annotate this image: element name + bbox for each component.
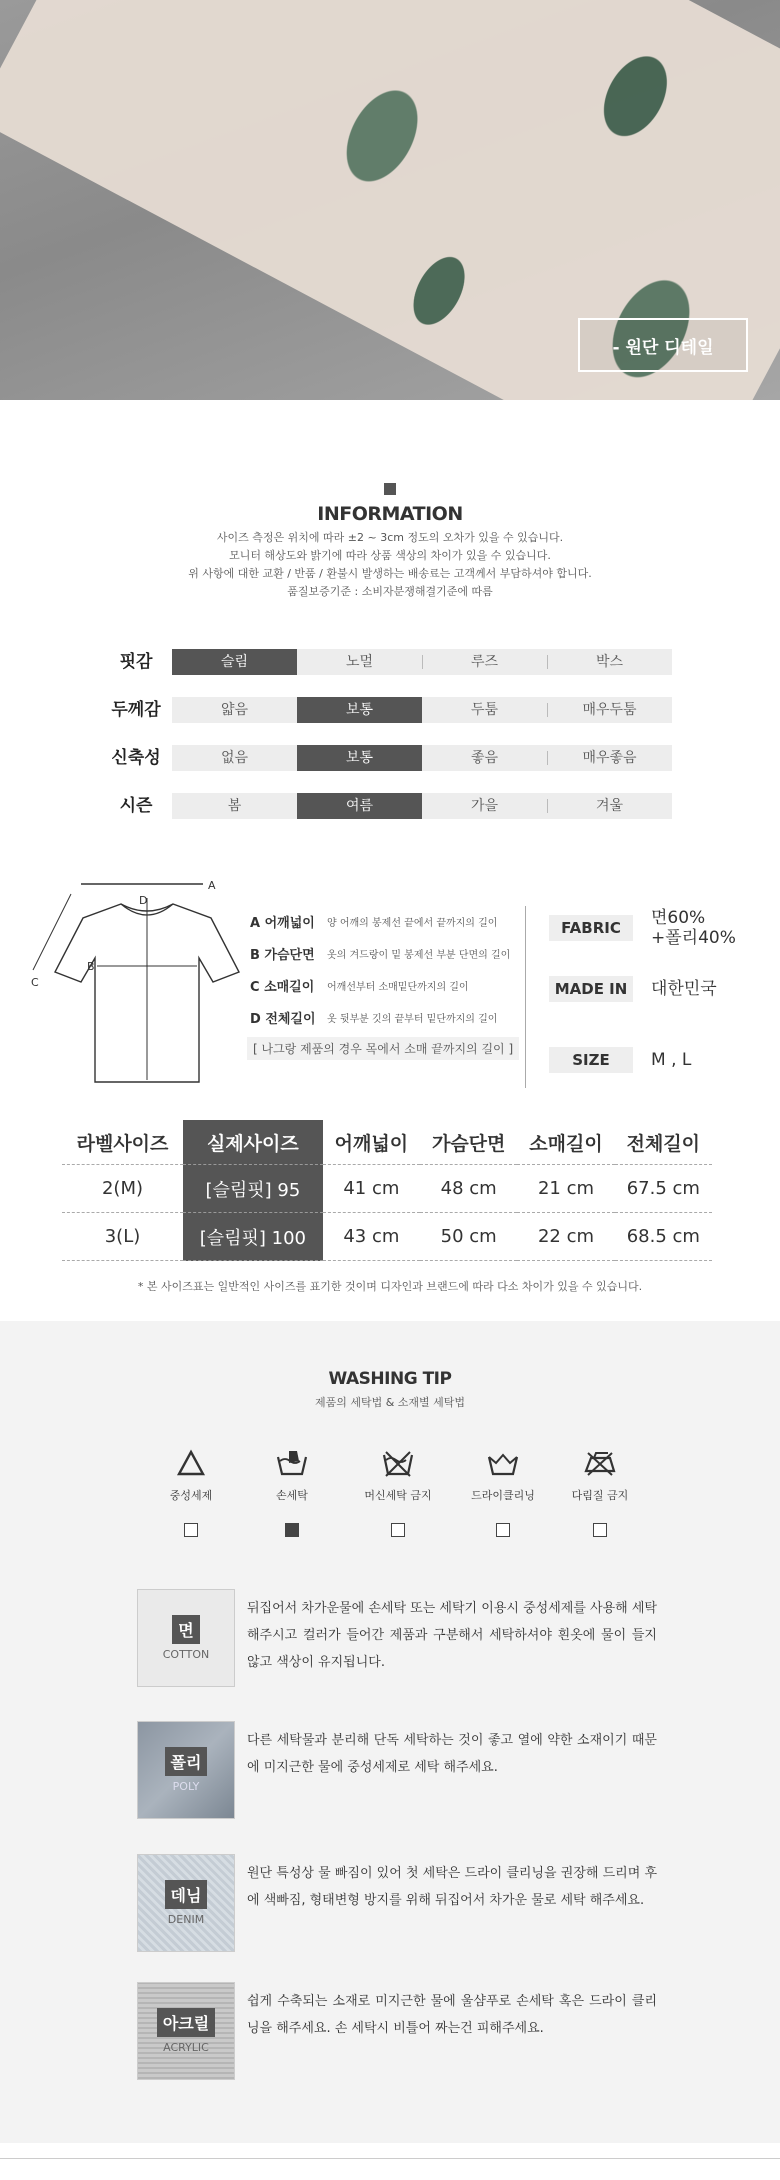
fabric-tip-text: 원단 특성상 물 빠짐이 있어 첫 세탁은 드라이 클리닝을 권장해 드리며 후에 색빠짐, 형태변형 방지를 위해 뒤집어서 차가운 물로 세탁 해주세요.	[247, 1866, 657, 1908]
footer-divider	[0, 2158, 780, 2159]
measure-row	[250, 937, 510, 969]
fabric-poly: +폴리40%	[651, 928, 736, 948]
no-iron-icon	[582, 1449, 618, 1477]
raglan-note: [ 나그랑 제품의 경우 목에서 소매 끝까지의 길이 ]	[247, 1037, 519, 1060]
wash-symbol-label: 중성세제	[169, 1489, 213, 1502]
table-cell: 50 cm	[420, 1213, 517, 1261]
wash-symbol	[343, 1449, 453, 1537]
table-cell: 41 cm	[323, 1165, 420, 1213]
wash-symbol-label: 드라이클리닝	[471, 1489, 535, 1502]
rating-option-selected: 슬림	[172, 649, 297, 675]
table-cell: 48 cm	[420, 1165, 517, 1213]
rating-stretch	[100, 745, 670, 771]
fabric-badge: 아크릴	[157, 2008, 215, 2037]
rating-options	[172, 649, 672, 675]
rating-options	[172, 697, 672, 723]
spec-fabric	[549, 908, 736, 948]
table-row	[62, 1165, 712, 1213]
table-header-row	[62, 1120, 712, 1165]
rating-fit	[100, 649, 670, 675]
fabric-tip-text: 다른 세탁물과 분리해 단독 세탁하는 것이 좋고 열에 약한 소재이기 때문에 미지근한 물에 중성세제로 세탁 해주세요.	[247, 1733, 657, 1775]
rating-thickness	[100, 697, 670, 723]
measure-key: A 어깨넓이	[250, 915, 315, 931]
table-cell: 68.5 cm	[615, 1213, 712, 1261]
fabric-badge: 데님	[165, 1880, 208, 1909]
rating-option: 없음	[220, 750, 249, 766]
washing-subtitle: 제품의 세탁법 & 소재별 세탁법	[314, 1396, 466, 1409]
fabric-badge: 면	[172, 1615, 199, 1644]
column-header: 전체길이	[615, 1120, 712, 1165]
measure-key: C 소매길이	[250, 979, 315, 995]
divider	[525, 906, 526, 1088]
spec-value: M , L	[651, 1050, 692, 1070]
fabric-tip-text: 쉽게 수축되는 소재로 미지근한 물에 울샴푸로 손세탁 혹은 드라이 클리닝을 해주세요. 손 세탁시 비틀어 짜는건 피해주세요.	[247, 1994, 657, 2036]
size-table	[62, 1120, 712, 1261]
spec-label: SIZE	[549, 1047, 633, 1073]
fabric-tip-text: 뒤집어서 차가운물에 손세탁 또는 세탁기 이용시 중성세제를 사용해 세탁해주시고 컬러가 들어간 제품과 구분해서 세탁하셔야 흰옷에 물이 들지 않고 색상이 유지됩니다.	[247, 1601, 657, 1670]
table-cell: [슬림핏] 95	[183, 1165, 323, 1213]
table-cell: 43 cm	[323, 1213, 420, 1261]
fabric-english: ACRYLIC	[163, 2041, 209, 2054]
rating-option-selected: 여름	[297, 793, 422, 819]
measure-key: D 전체길이	[250, 1011, 316, 1027]
wash-symbol	[545, 1449, 655, 1537]
rating-option: 매우두툼	[547, 697, 672, 723]
dry-clean-icon	[486, 1449, 520, 1477]
measure-desc: 양 어깨의 봉제선 끝에서 끝까지의 길이	[327, 917, 498, 929]
rating-options	[172, 793, 672, 819]
wash-symbol-label: 머신세탁 금지	[364, 1489, 432, 1502]
fabric-english: DENIM	[167, 1913, 205, 1926]
rating-options	[172, 745, 672, 771]
wash-checkbox	[391, 1523, 405, 1537]
information-title: INFORMATION	[317, 503, 463, 525]
column-header: 소매길이	[517, 1120, 614, 1165]
rating-option: 좋음	[470, 750, 499, 766]
diagram-label-c: C	[31, 976, 39, 989]
measure-desc: 옷 뒷부분 깃의 끝부터 밑단까지의 길이	[327, 1013, 498, 1025]
info-line: 위 사항에 대한 교환 / 반품 / 환불시 발생하는 배송료는 고객께서 부담하셔야 합니다.	[188, 567, 592, 580]
measure-row	[250, 969, 510, 1001]
wash-symbol	[237, 1449, 347, 1537]
table-cell: 67.5 cm	[615, 1165, 712, 1213]
spec-made-in	[549, 976, 717, 1002]
fabric-detail-photo	[0, 0, 780, 400]
spec-label: FABRIC	[549, 915, 633, 941]
spec-value: 대한민국	[651, 979, 717, 999]
no-machine-wash-icon	[381, 1449, 415, 1477]
wash-symbol	[136, 1449, 246, 1537]
tshirt-diagram-icon	[25, 870, 245, 1090]
diagram-label-a: A	[208, 879, 216, 892]
table-cell: 2(M)	[62, 1165, 183, 1213]
info-line: 품질보증기준 : 소비자분쟁해결기준에 따름	[287, 585, 493, 598]
wash-checkbox	[496, 1523, 510, 1537]
wash-symbol	[448, 1449, 558, 1537]
rating-option: 얇음	[220, 702, 249, 718]
hand-wash-icon	[275, 1449, 309, 1477]
size-note: * 본 사이즈표는 일반적인 사이즈를 표기한 것이며 디자인과 브랜드에 따라 다소 차이가 있을 수 있습니다.	[137, 1280, 643, 1293]
rating-option: 두툼	[470, 702, 499, 718]
denim-swatch	[137, 1854, 235, 1952]
spec-value	[651, 908, 736, 948]
rating-label: 시즌	[119, 796, 153, 816]
rating-option: 매우좋음	[547, 745, 672, 771]
column-header: 실제사이즈	[183, 1120, 323, 1165]
table-row	[62, 1213, 712, 1261]
measure-desc: 어깨선부터 소매밑단까지의 길이	[327, 981, 469, 993]
wash-symbol-label: 다림질 금지	[571, 1489, 629, 1502]
wash-checkbox	[184, 1523, 198, 1537]
rating-label: 두께감	[111, 700, 161, 720]
square-icon	[384, 483, 396, 495]
column-header: 가슴단면	[420, 1120, 517, 1165]
rating-season	[100, 793, 670, 819]
table-cell: [슬림핏] 100	[183, 1213, 323, 1261]
info-line: 사이즈 측정은 위치에 따라 ±2 ~ 3cm 정도의 오차가 있을 수 있습니다.	[216, 531, 564, 544]
rating-option: 박스	[547, 649, 672, 675]
fabric-detail-tag: - 원단 디테일	[578, 318, 748, 372]
information-notes	[0, 529, 780, 601]
measure-desc: 옷의 겨드랑이 밑 봉제선 부분 단면의 길이	[327, 949, 511, 961]
wash-checkbox	[593, 1523, 607, 1537]
rating-label: 핏감	[119, 652, 153, 672]
poly-swatch	[137, 1721, 235, 1819]
mild-detergent-icon	[176, 1449, 206, 1477]
washing-tip-section	[0, 1321, 780, 2143]
diagram-label-d: D	[139, 894, 148, 907]
diagram-label-b: B	[87, 960, 95, 973]
fabric-badge: 폴리	[165, 1747, 208, 1776]
measure-key: B 가슴단면	[250, 947, 315, 963]
fabric-english: POLY	[172, 1780, 200, 1793]
measure-list	[250, 905, 510, 1033]
rating-label: 신축성	[111, 748, 161, 768]
table-cell: 3(L)	[62, 1213, 183, 1261]
fabric-english: COTTON	[162, 1648, 210, 1661]
column-header: 라벨사이즈	[62, 1120, 183, 1165]
table-cell: 22 cm	[517, 1213, 614, 1261]
measure-row	[250, 1001, 510, 1033]
acrylic-swatch	[137, 1982, 235, 2080]
rating-option: 루즈	[422, 649, 547, 675]
rating-option: 봄	[227, 798, 242, 814]
washing-title: WASHING TIP	[328, 1369, 452, 1389]
spec-label: MADE IN	[549, 976, 633, 1002]
wash-checkbox	[285, 1523, 299, 1537]
wash-symbol-label: 손세탁	[276, 1489, 308, 1502]
cotton-swatch	[137, 1589, 235, 1687]
info-line: 모니터 해상도와 밝기에 따라 상품 색상의 차이가 있을 수 있습니다.	[229, 549, 551, 562]
rating-option: 노멀	[345, 654, 374, 670]
rating-option-selected: 보통	[297, 697, 422, 723]
table-cell: 21 cm	[517, 1165, 614, 1213]
information-header	[0, 483, 780, 601]
rating-option: 가을	[470, 798, 499, 814]
column-header: 어깨넓이	[323, 1120, 420, 1165]
measurement-guide	[0, 870, 780, 1100]
measure-row	[250, 905, 510, 937]
fabric-cotton: 면60%	[651, 908, 706, 928]
rating-option-selected: 보통	[297, 745, 422, 771]
spec-size	[549, 1047, 691, 1073]
rating-option: 겨울	[547, 793, 672, 819]
